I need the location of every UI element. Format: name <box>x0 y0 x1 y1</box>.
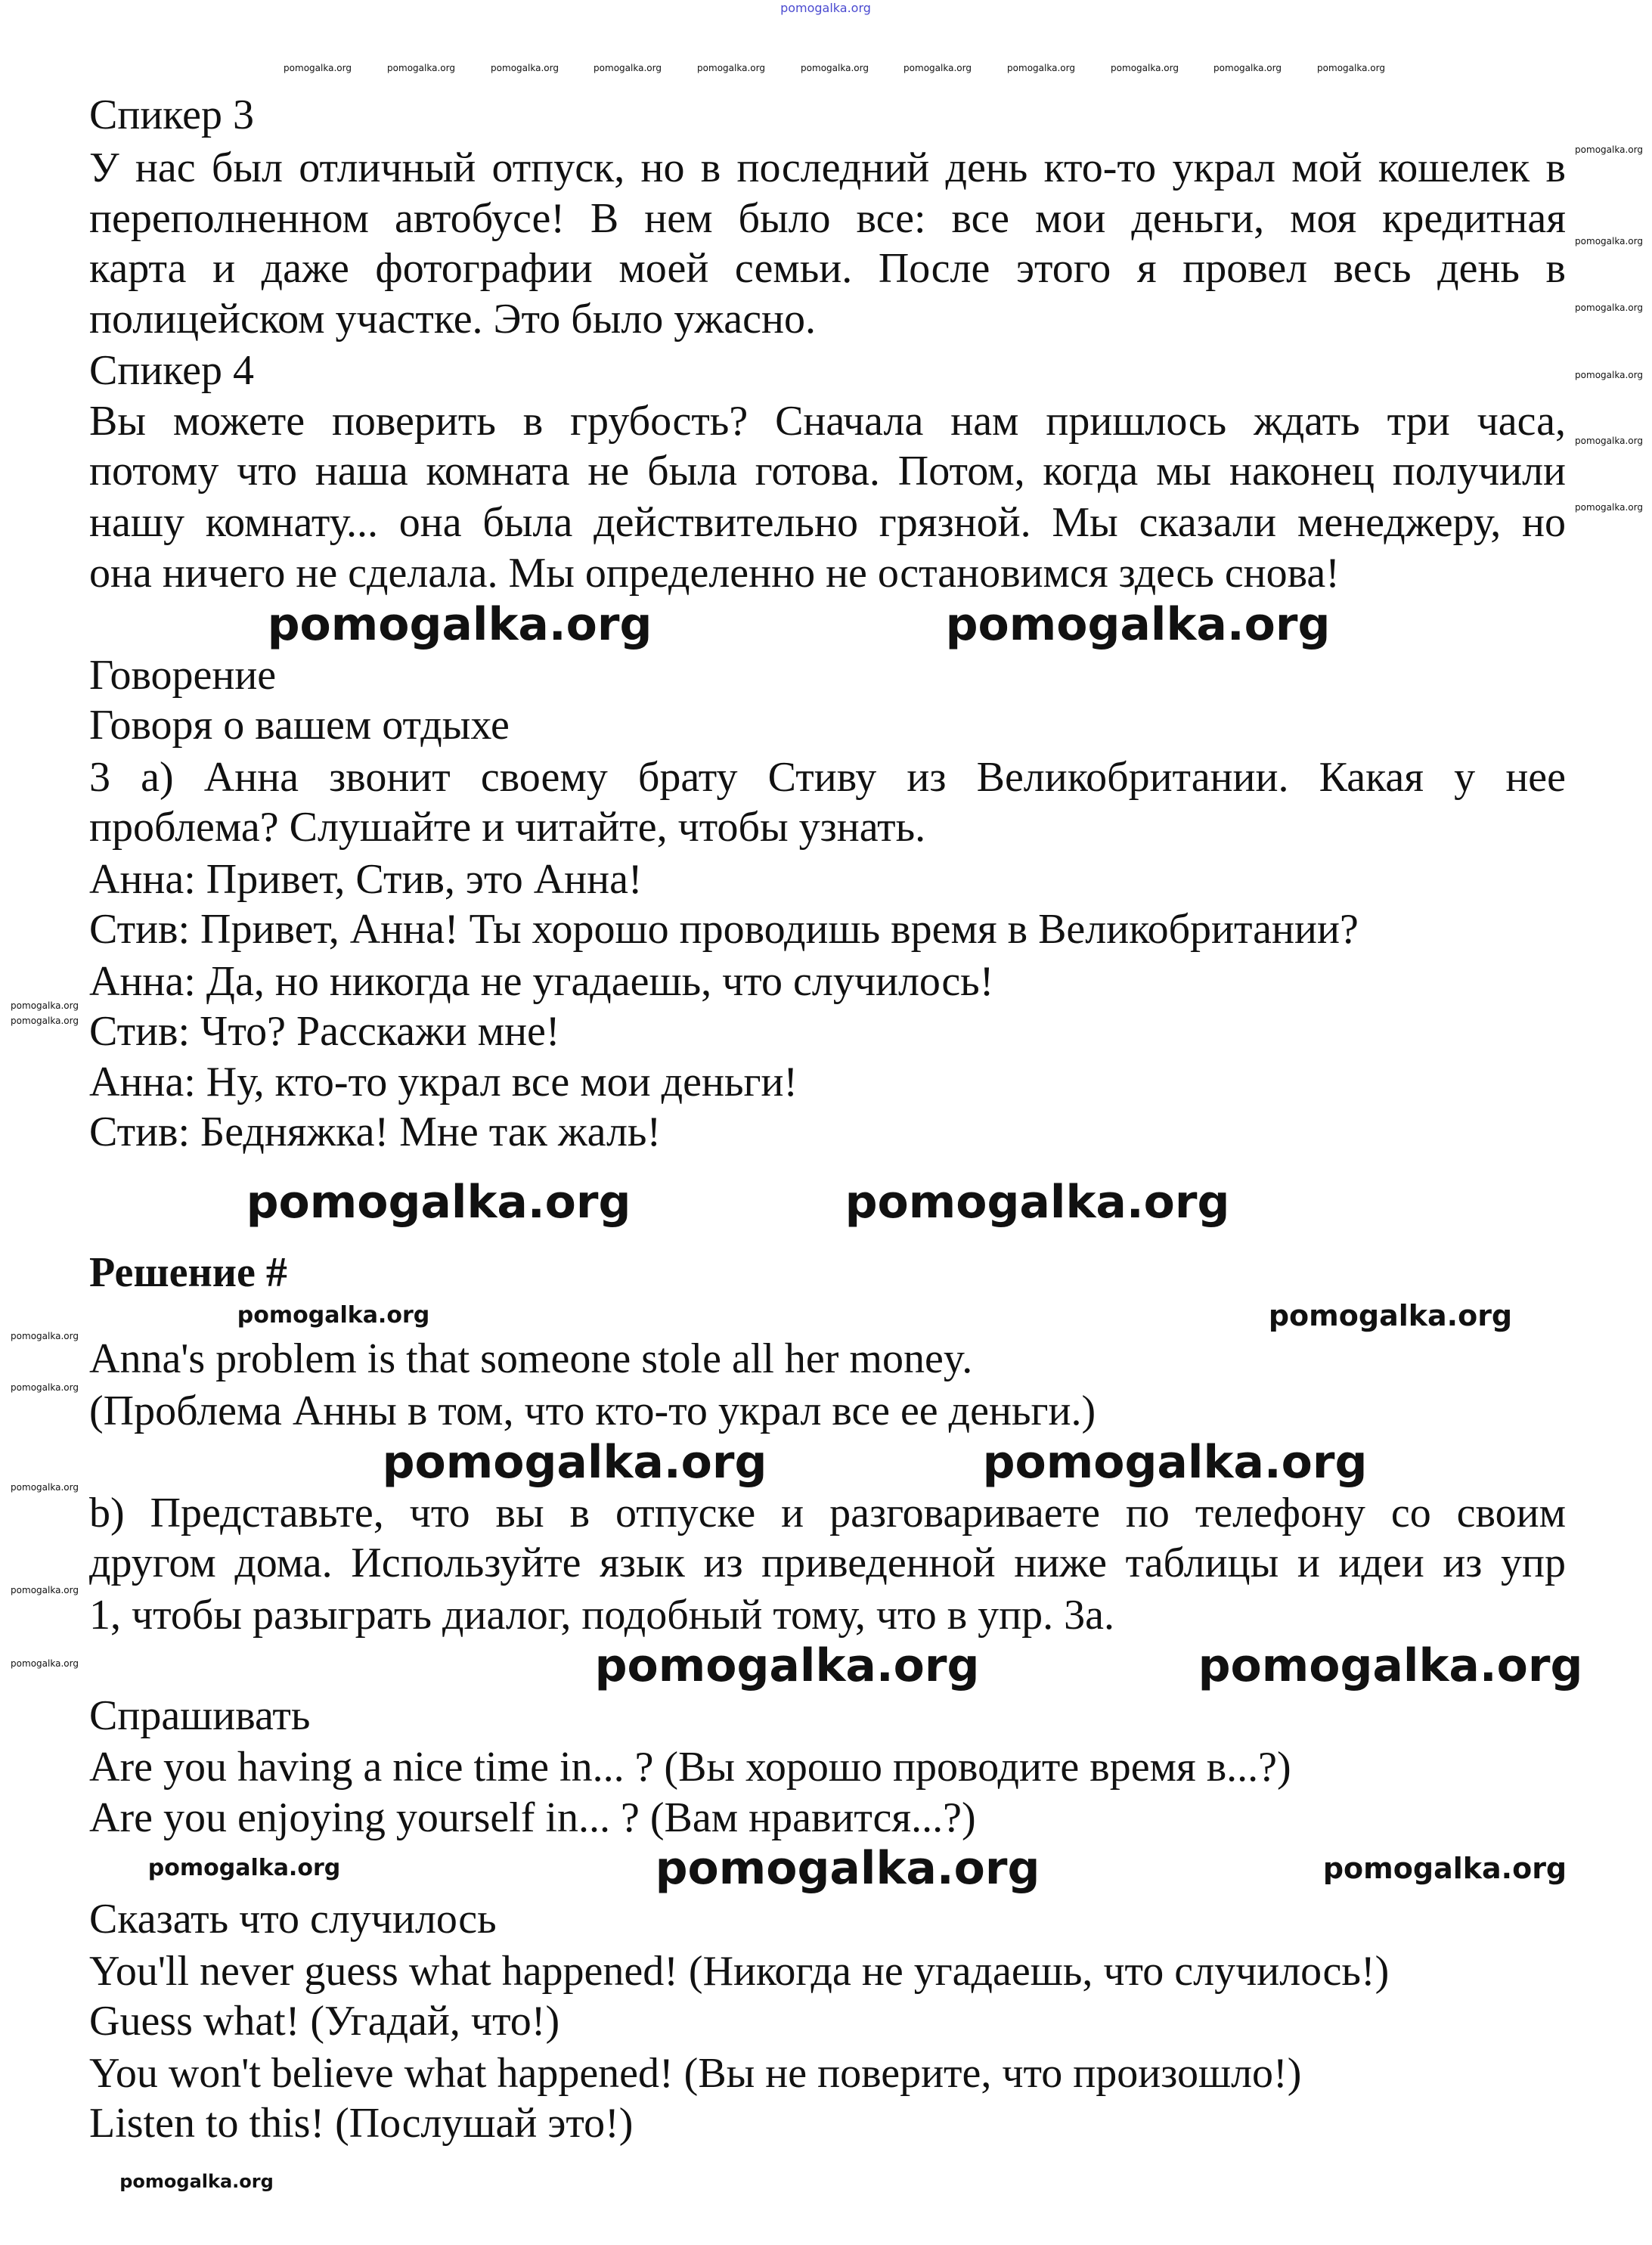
phrase-line: Are you having a nice time in... ? (Вы хорошо проводите время в...?) <box>89 1744 1291 1791</box>
watermark: pomogalka.org <box>11 1000 79 1011</box>
dialogue-line: Анна: Да, но никогда не угадаешь, что случилось! <box>89 958 994 1005</box>
section-subheading: Говоря о вашем отдыхе <box>89 702 510 749</box>
section-heading-speaking: Говорение <box>89 652 277 699</box>
watermark: pomogalka.org <box>780 1 871 15</box>
watermark: pomogalka.org <box>594 1639 980 1692</box>
paragraph-line: она ничего не сделала. Мы определенно не остановимся здесь снова! <box>89 550 1340 597</box>
watermark: pomogalka.org <box>982 1436 1368 1489</box>
dialogue-line: Стив: Привет, Анна! Ты хорошо проводишь время в Великобритании? <box>89 906 1359 953</box>
phrase-line: Listen to this! (Послушай это!) <box>89 2100 634 2147</box>
watermark: pomogalka.org <box>491 63 559 73</box>
watermark: pomogalka.org <box>945 598 1331 651</box>
watermark: pomogalka.org <box>903 63 972 73</box>
paragraph-line: У нас был отличный отпуск, но в последний день кто-то украл мой кошелек в <box>89 144 1566 191</box>
solution-heading: Решение # <box>89 1249 287 1296</box>
task-line: 3 a) Анна звонит своему брату Стиву из Великобритании. Какая у нее <box>89 754 1566 801</box>
watermark: pomogalka.org <box>1317 63 1385 73</box>
watermark: pomogalka.org <box>1575 370 1643 380</box>
watermark: pomogalka.org <box>11 1016 79 1026</box>
phrase-line: You won't believe what happened! (Вы не поверите, что произошло!) <box>89 2050 1302 2097</box>
watermark: pomogalka.org <box>1575 302 1643 313</box>
watermark: pomogalka.org <box>801 63 869 73</box>
task-line: 1, чтобы разыграть диалог, подобный тому, что в упр. 3a. <box>89 1592 1114 1639</box>
translation-line: (Проблема Анны в том, что кто-то украл все ее деньги.) <box>89 1388 1096 1434</box>
task-line: b) Представьте, что вы в отпуске и разговариваете по телефону со своим <box>89 1490 1566 1536</box>
telling-heading: Сказать что случилось <box>89 1896 497 1943</box>
watermark: pomogalka.org <box>267 598 652 651</box>
watermark: pomogalka.org <box>387 63 455 73</box>
paragraph-line: потому что наша комната не была готова. Потом, когда мы наконец получили <box>89 448 1566 495</box>
task-line: проблема? Слушайте и читайте, чтобы узнать. <box>89 804 926 851</box>
task-line: другом дома. Используйте язык из приведенной ниже таблицы и идеи из упр <box>89 1540 1566 1586</box>
dialogue-line: Анна: Ну, кто-то украл все мои деньги! <box>89 1059 798 1105</box>
dialogue-line: Стив: Что? Расскажи мне! <box>89 1008 560 1055</box>
watermark: pomogalka.org <box>237 1302 430 1329</box>
watermark: pomogalka.org <box>1575 236 1643 247</box>
watermark: pomogalka.org <box>1111 63 1179 73</box>
speaker4-heading: Спикер 4 <box>89 347 254 394</box>
paragraph-line: полицейском участке. Это было ужасно. <box>89 296 816 343</box>
watermark: pomogalka.org <box>655 1842 1040 1895</box>
watermark: pomogalka.org <box>1322 1852 1567 1885</box>
watermark: pomogalka.org <box>246 1176 631 1229</box>
watermark: pomogalka.org <box>1575 502 1643 513</box>
answer-line: Anna's problem is that someone stole all her money. <box>89 1335 973 1382</box>
phrase-line: Are you enjoying yourself in... ? (Вам нравится...?) <box>89 1794 976 1841</box>
watermark: pomogalka.org <box>382 1436 767 1489</box>
watermark: pomogalka.org <box>1198 1639 1583 1692</box>
paragraph-line: переполненном автобусе! В нем было все: все мои деньги, моя кредитная <box>89 195 1566 242</box>
dialogue-line: Стив: Бедняжка! Мне так жаль! <box>89 1109 662 1155</box>
watermark: pomogalka.org <box>1575 144 1643 155</box>
watermark: pomogalka.org <box>1268 1299 1513 1332</box>
watermark: pomogalka.org <box>11 1382 79 1393</box>
watermark: pomogalka.org <box>11 1658 79 1669</box>
phrase-line: You'll never guess what happened! (Никогда не угадаешь, что случилось!) <box>89 1948 1390 1995</box>
watermark: pomogalka.org <box>147 1855 341 1881</box>
paragraph-line: Вы можете поверить в грубость? Сначала нам пришлось ждать три часа, <box>89 398 1566 445</box>
watermark: pomogalka.org <box>594 63 662 73</box>
watermark: pomogalka.org <box>11 1482 79 1493</box>
asking-heading: Спрашивать <box>89 1692 311 1739</box>
watermark: pomogalka.org <box>697 63 765 73</box>
dialogue-line: Анна: Привет, Стив, это Анна! <box>89 856 643 903</box>
watermark: pomogalka.org <box>11 1331 79 1341</box>
speaker3-heading: Спикер 3 <box>89 91 254 138</box>
watermark: pomogalka.org <box>1575 436 1643 446</box>
paragraph-line: нашу комнату... она была действительно грязной. Мы сказали менеджеру, но <box>89 499 1566 546</box>
watermark: pomogalka.org <box>11 1585 79 1595</box>
watermark: pomogalka.org <box>1007 63 1075 73</box>
watermark: pomogalka.org <box>845 1176 1230 1229</box>
watermark: pomogalka.org <box>1213 63 1282 73</box>
paragraph-line: карта и даже фотографии моей семьи. После этого я провел весь день в <box>89 245 1566 292</box>
watermark: pomogalka.org <box>284 63 352 73</box>
watermark: pomogalka.org <box>119 2171 274 2192</box>
phrase-line: Guess what! (Угадай, что!) <box>89 1998 560 2045</box>
